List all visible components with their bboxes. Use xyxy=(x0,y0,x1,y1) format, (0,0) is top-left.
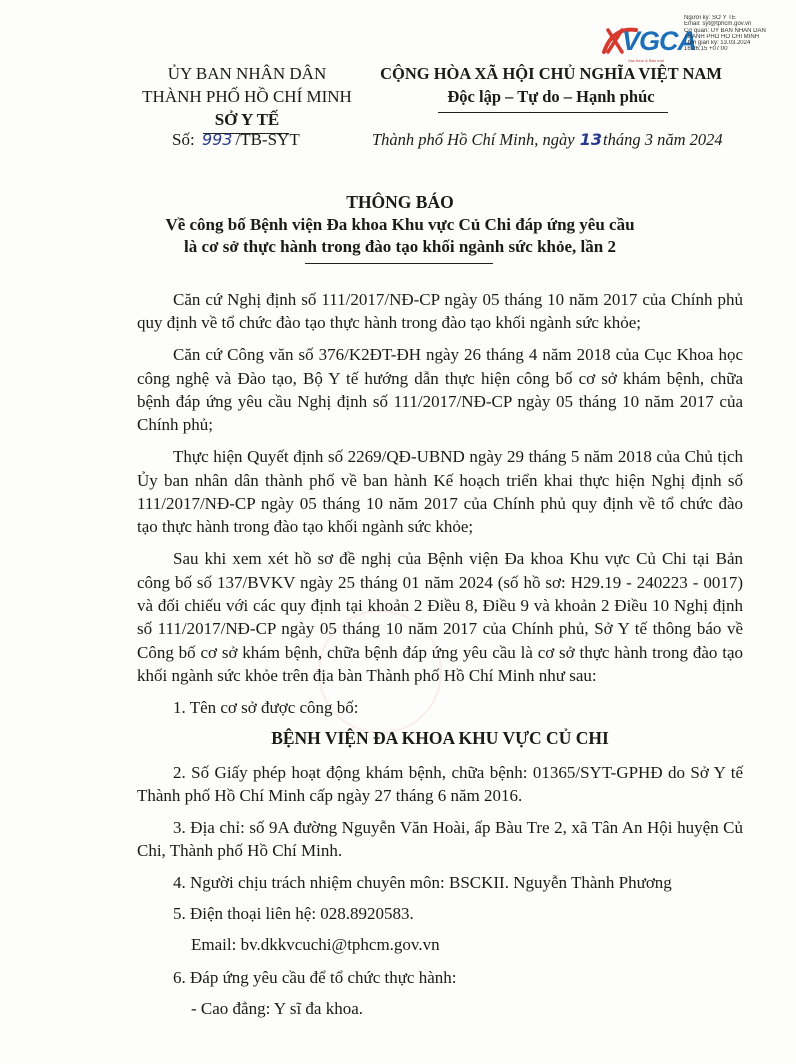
authority-department: SỞ Y TẾ xyxy=(214,110,280,129)
signer-agency-2: THÀNH PHỐ HỒ CHÍ MINH xyxy=(684,33,759,40)
paragraph-legal-basis-3: Thực hiện Quyết định số 2269/QĐ-UBND ngày 29 tháng 5 năm 2018 của Chủ tịch Ủy ban nhân dân thành phố về ban hành Kế hoạch triển khai thực hiện Nghị định số 111/2017/NĐ-CP ngày 05 tháng 10 năm 2017 của Chính phủ quy định về tổ chức đào tạo thực hành trong đào tạo khối ngành sức khỏe; xyxy=(137,447,743,537)
title-sub-1: Về công bố Bệnh viện Đa khoa Khu vực Củ Chi đáp ứng yêu cầu xyxy=(165,215,635,234)
authority-line-1: ỦY BAN NHÂN DÂN xyxy=(167,64,327,83)
hospital-name: BỆNH VIỆN ĐA KHOA KHU VỰC CỦ CHI xyxy=(271,728,609,749)
logo-text: VGCA xyxy=(622,26,697,56)
item-6: 6. Đáp ứng yêu cầu để tổ chức thực hành: xyxy=(173,967,457,987)
paragraph-legal-basis-1: Căn cứ Nghị định số 111/2017/NĐ-CP ngày 05 tháng 10 năm 2017 của Chính phủ quy định về tổ chức đào tạo thực hành trong đào tạo khối ngành sức khỏe; xyxy=(137,290,743,333)
logo-tagline: Xác thực & Bảo mật xyxy=(628,58,664,63)
digital-signature-logo xyxy=(598,22,697,63)
signer-name: Người ký: SỞ Y TẾ xyxy=(684,15,736,21)
title-underline xyxy=(305,263,493,264)
item-1: 1. Tên cơ sở được công bố: xyxy=(173,698,359,718)
paragraph-legal-basis-2: Căn cứ Công văn số 376/K2ĐT-ĐH ngày 26 tháng 4 năm 2018 của Cục Khoa học công nghệ và Đào tạo, Bộ Y tế hướng dẫn thực hiện công bố cơ sở khám bệnh, chữa bệnh đáp ứng yêu cầu Nghị định số 111/2017/NĐ-CP ngày 05 tháng 10 năm 2017 của Chính phủ; xyxy=(137,345,743,435)
item-4: 4. Người chịu trách nhiệm chuyên môn: BSCKII. Nguyễn Thành Phương xyxy=(173,872,672,892)
document-number xyxy=(172,130,300,150)
document-title xyxy=(100,191,700,258)
national-header xyxy=(360,62,742,108)
item-2: 2. Số Giấy phép hoạt động khám bệnh, chữa bệnh: 01365/SYT-GPHĐ do Sở Y tế Thành phố Hồ Chí Minh cấp ngày 27 tháng 6 năm 2016. xyxy=(137,762,743,806)
item-5: 5. Điện thoại liên hệ: 028.8920583. xyxy=(173,903,414,923)
item-3: 3. Địa chỉ: số 9A đường Nguyễn Văn Hoài, ấp Bàu Tre 2, xã Tân An Hội huyện Củ Chi, Thành phố Hồ Chí Minh. xyxy=(137,817,743,861)
signature-metadata xyxy=(684,15,794,53)
doc-number-prefix: Số: xyxy=(172,130,195,149)
national-motto: Độc lập – Tự do – Hạnh phúc xyxy=(447,87,655,106)
national-name: CỘNG HÒA XÃ HỘI CHỦ NGHĨA VIỆT NAM xyxy=(380,64,722,83)
title-main: THÔNG BÁO xyxy=(346,192,454,212)
paragraph-review: Sau khi xem xét hồ sơ đề nghị của Bệnh viện Đa khoa Khu vực Củ Chi tại Bản công bố số 137/BVKV ngày 25 tháng 01 năm 2024 (số hồ sơ: H29.19 - 240223 - 0017) và đối chiếu với các quy định tại khoản 2 Điều 8, Điều 9 và khoản 2 Điều 10 Nghị định số 111/2017/NĐ-CP ngày 05 tháng 10 năm 2017 của Chính phủ, Sở Y tế thông báo về Công bố cơ sở khám bệnh, chữa bệnh đáp ứng yêu cầu là cơ sở thực hành trong đào tạo khối ngành sức khỏe trên địa bàn Thành phố Hồ Chí Minh như sau: xyxy=(137,549,743,686)
title-sub-2: là cơ sở thực hành trong đào tạo khối ngành sức khỏe, lần 2 xyxy=(184,237,616,256)
doc-number-suffix: /TB-SYT xyxy=(235,130,300,149)
date-prefix: Thành phố Hồ Chí Minh, ngày xyxy=(372,130,575,149)
signer-email: Email: syt@tphcm.gov.vn xyxy=(684,21,752,28)
item-6-college: - Cao đẳng: Y sĩ đa khoa. xyxy=(191,999,364,1019)
issuing-authority xyxy=(126,62,368,131)
date-suffix: tháng 3 năm 2024 xyxy=(602,130,723,149)
date-day-handwritten: 13 xyxy=(579,130,602,149)
document-date xyxy=(372,130,723,150)
authority-line-2: THÀNH PHỐ HỒ CHÍ MINH xyxy=(142,87,352,106)
contact-email: Email: bv.dkkvcuchi@tphcm.gov.vn xyxy=(191,935,440,955)
motto-underline xyxy=(438,112,668,113)
signer-agency: Cơ quan: ỦY BAN NHÂN DÂN xyxy=(684,27,766,34)
doc-number-handwritten: 993 xyxy=(201,130,233,149)
signing-time: Thời gian ký: 13.03.2024 xyxy=(684,40,751,47)
document-body xyxy=(137,288,743,1029)
signing-time-2: 16:26:15 +07:00 xyxy=(684,46,728,53)
